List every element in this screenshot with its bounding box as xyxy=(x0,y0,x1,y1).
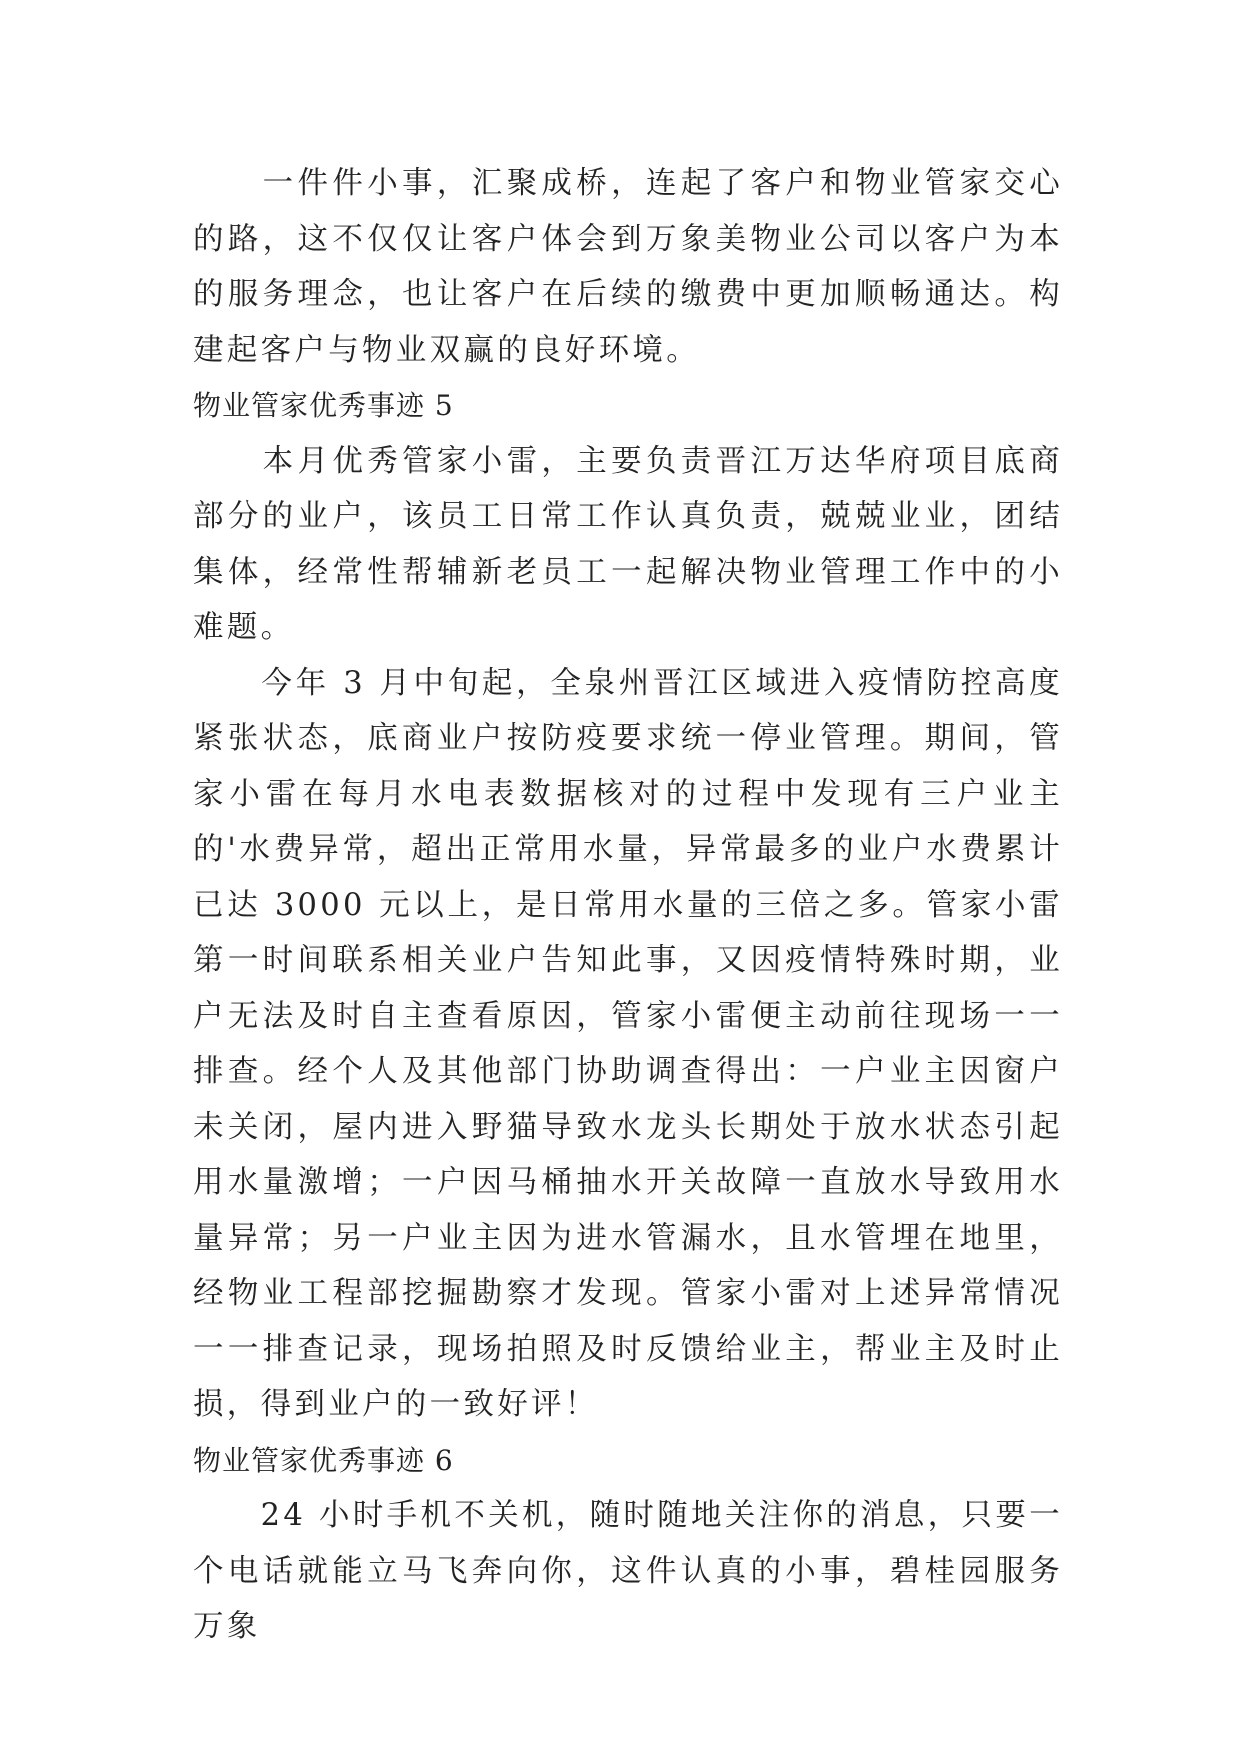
document-body xyxy=(193,156,1063,1655)
section-heading-5: 物业管家优秀事迹 5 xyxy=(193,389,454,422)
paragraph-24h-service: 24 小时手机不关机，随时随地关注你的消息，只要一个电话就能立马飞奔向你，这件认真的小事，碧桂园服务万象 xyxy=(193,1498,1063,1644)
paragraph-intro-conclusion: 一件件小事，汇聚成桥，连起了客户和物业管家交心的路，这不仅仅让客户体会到万象美物业公司以客户为本的服务理念，也让客户在后续的缴费中更加顺畅通达。构建起客户与物业双赢的良好环境。 xyxy=(193,166,1063,368)
paragraph-xiaolei-intro: 本月优秀管家小雷，主要负责晋江万达华府项目底商部分的业户，该员工日常工作认真负责，兢兢业业，团结集体，经常性帮辅新老员工一起解决物业管理工作中的小难题。 xyxy=(193,443,1063,645)
section-heading-6: 物业管家优秀事迹 6 xyxy=(193,1443,454,1477)
paragraph-xiaolei-story: 今年 3 月中旬起，全泉州晋江区域进入疫情防控高度紧张状态，底商业户按防疫要求统一停业管理。期间，管家小雷在每月水电表数据核对的过程中发现有三户业主的'水费异常，超出正常用水量，异常最多的业户水费累计已达 3000 元以上，是日常用水量的三倍之多。管家小雷第一时间联系相关业户告知此事，又因疫情特殊时期，业户无法及时自主查看原因，管家小雷便主动前往现场一一排查。经个人及其他部门协助调查得出：一户业主因窗户未关闭，屋内进入野猫导致水龙头长期处于放水状态引起用水量激增；一户因马桶抽水开关故障一直放水导致用水量异常；另一户业主因为进水管漏水，且水管埋在地里，经物业工程部挖掘勘察才发现。管家小雷对上述异常情况一一排查记录，现场拍照及时反馈给业主，帮业主及时止损，得到业户的一致好评！ xyxy=(193,665,1063,1422)
